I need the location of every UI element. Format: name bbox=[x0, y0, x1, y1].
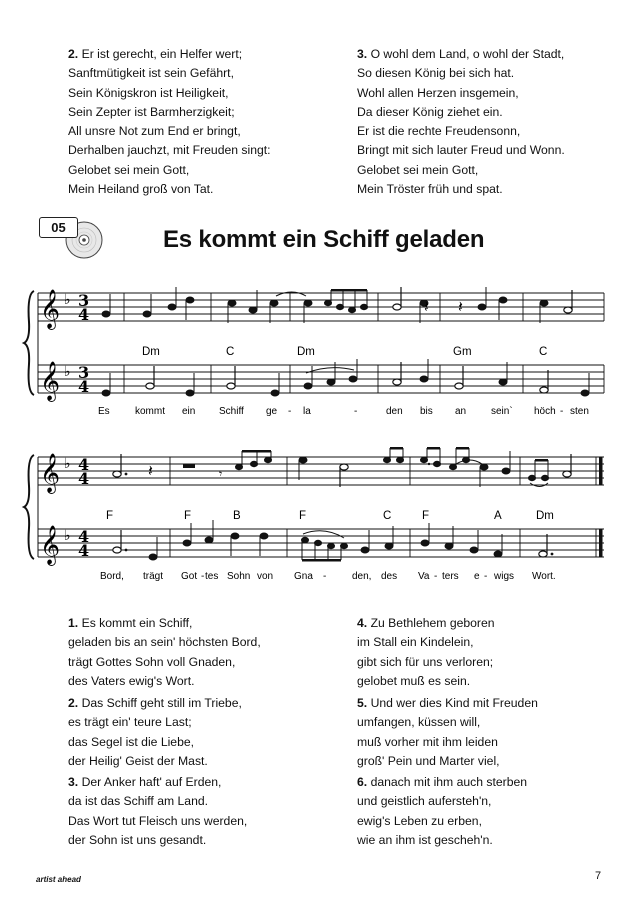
chord-label: Dm bbox=[536, 510, 554, 522]
svg-text:𝄽: 𝄽 bbox=[148, 461, 153, 480]
verse-line: Es kommt ein Schiff, bbox=[81, 616, 193, 630]
flat-icon: ♭ bbox=[64, 364, 71, 380]
verse-line: Sein Königskron ist Heiligkeit, bbox=[68, 85, 229, 100]
verse-4 bbox=[357, 614, 495, 691]
verse-line: groß' Pein und Marter viel, bbox=[357, 753, 500, 768]
lyric-syllable: - bbox=[288, 406, 292, 417]
chord-label: B bbox=[233, 510, 241, 522]
melody-notes bbox=[102, 287, 548, 323]
flat-icon: ♭ bbox=[64, 456, 71, 472]
verse-line: Da dieser König ziehet ein. bbox=[357, 104, 503, 119]
chord-label: F bbox=[106, 510, 114, 522]
verse-line: ewig's Leben zu erben, bbox=[357, 813, 482, 828]
verse-line: da ist das Schiff am Land. bbox=[68, 794, 209, 809]
verse-line: O wohl dem Land, o wohl der Stadt, bbox=[370, 47, 565, 61]
track-number-badge: 05 bbox=[39, 217, 78, 238]
svg-text:4: 4 bbox=[78, 305, 90, 324]
verse-line: muß vorher mit ihm leiden bbox=[357, 734, 498, 749]
accompaniment-notes bbox=[149, 520, 502, 562]
svg-text:4: 4 bbox=[78, 527, 90, 546]
lyric-syllable: ein bbox=[182, 406, 196, 417]
lyric-syllable: - bbox=[323, 571, 327, 582]
rest-icons bbox=[148, 461, 153, 480]
page-number: 7 bbox=[595, 870, 602, 882]
verse-line: Mein Heiland groß von Tat. bbox=[68, 182, 214, 197]
verse-line: danach mit ihm auch sterben bbox=[370, 775, 528, 789]
verse-line: Bringt mit sich lauter Freud und Wonn. bbox=[357, 143, 565, 158]
verse-line: Gelobet sei mein Gott, bbox=[68, 162, 190, 177]
verse-number: 6. bbox=[357, 775, 368, 789]
svg-text:3: 3 bbox=[78, 363, 90, 382]
time-signature-3-4 bbox=[78, 291, 89, 396]
verse-line: All unsre Not zum End er bringt, bbox=[68, 124, 241, 139]
verse-line: wie an ihm ist gescheh'n. bbox=[357, 832, 493, 847]
verse-line: Gelobet sei mein Gott, bbox=[357, 162, 479, 177]
verse-line: im Stall ein Kindelein, bbox=[357, 635, 474, 650]
lyric-syllable: Wort. bbox=[532, 571, 556, 582]
verse-line: der Heilig' Geist der Mast. bbox=[68, 753, 208, 768]
lyrics-line-2 bbox=[100, 571, 556, 582]
verse-line: umfangen, küssen will, bbox=[357, 715, 481, 730]
svg-text:𝄽: 𝄽 bbox=[424, 297, 429, 316]
chord-label: A bbox=[494, 510, 502, 522]
lyric-syllable: ters bbox=[442, 571, 459, 582]
publisher-logo: artist ahead bbox=[36, 875, 81, 884]
verse-line: Das Wort tut Fleisch uns werden, bbox=[68, 813, 248, 828]
lyric-syllable: - bbox=[354, 406, 358, 417]
verse-2 bbox=[68, 694, 242, 771]
verse-line: Mein Tröster früh und spat. bbox=[357, 182, 503, 197]
chord-symbols bbox=[106, 510, 554, 522]
verse-number: 5. bbox=[357, 696, 368, 710]
chord-symbols bbox=[142, 346, 547, 358]
verse-line: Er ist gerecht, ein Helfer wert; bbox=[81, 47, 243, 61]
song-title: Es kommt ein Schiff geladen bbox=[163, 226, 485, 253]
lyric-syllable: von bbox=[257, 571, 274, 582]
chord-label: F bbox=[299, 510, 307, 522]
verse-3 bbox=[68, 773, 247, 850]
flat-icon: ♭ bbox=[64, 528, 71, 544]
treble-clef-icon: 𝄞 bbox=[40, 453, 61, 493]
chord-label: C bbox=[539, 346, 548, 358]
verse-line: des Vaters ewig's Wort. bbox=[68, 673, 195, 688]
verse-line: gibt sich für uns verloren; bbox=[357, 654, 494, 669]
lyric-syllable: ge bbox=[266, 406, 278, 417]
verse-line: Sanftmütigkeit ist sein Gefährt, bbox=[68, 66, 234, 81]
lyric-syllable: kommt bbox=[135, 406, 165, 417]
lyric-syllable: sten bbox=[570, 406, 589, 417]
lyric-syllable: Sohn bbox=[227, 571, 251, 582]
verse-line: Und wer dies Kind mit Freuden bbox=[370, 696, 538, 710]
lyric-syllable: den bbox=[386, 406, 403, 417]
lyric-syllable: Schiff bbox=[219, 406, 244, 417]
lyric-syllable: an bbox=[455, 406, 467, 417]
verse-line: das Segel ist die Liebe, bbox=[68, 734, 195, 749]
lyric-syllable: Va bbox=[418, 571, 430, 582]
verse-1 bbox=[68, 614, 261, 691]
verse-line: gelobet muß es sein. bbox=[357, 673, 471, 688]
verse-number: 4. bbox=[357, 616, 368, 630]
verse-6 bbox=[357, 773, 527, 850]
score-system-1 bbox=[0, 282, 640, 422]
accompaniment-half-notes bbox=[146, 362, 548, 393]
lyric-syllable: Es bbox=[98, 406, 110, 417]
verse-line: Wohl allen Herzen insgemein, bbox=[357, 85, 519, 100]
lyric-syllable: den, bbox=[352, 571, 372, 582]
verse-line: und geistlich aufersteh'n, bbox=[357, 794, 492, 809]
lyric-syllable: tes bbox=[205, 571, 219, 582]
treble-clef-icon: 𝄞 bbox=[40, 289, 61, 329]
lyric-syllable: sein` bbox=[491, 406, 513, 417]
chord-label: F bbox=[422, 510, 430, 522]
lyric-syllable: e bbox=[474, 571, 480, 582]
verse-3-top bbox=[357, 45, 565, 199]
verse-line: trägt Gottes Sohn voll Gnaden, bbox=[68, 654, 236, 669]
lyric-syllable: trägt bbox=[143, 571, 164, 582]
svg-text:4: 4 bbox=[78, 455, 90, 474]
svg-text:4: 4 bbox=[78, 541, 90, 560]
lyric-syllable: Bord, bbox=[100, 571, 124, 582]
svg-text:𝄽: 𝄽 bbox=[458, 297, 463, 316]
chord-label: F bbox=[184, 510, 192, 522]
verse-number: 2. bbox=[68, 696, 79, 710]
chord-label: Dm bbox=[297, 346, 315, 358]
lyric-syllable: - bbox=[434, 571, 438, 582]
verse-number: 3. bbox=[357, 47, 368, 61]
lyric-syllable: Gna bbox=[294, 571, 313, 582]
lyric-syllable: - bbox=[560, 406, 564, 417]
verse-line: Derhalben jauchzt, mit Freuden singt: bbox=[68, 143, 271, 158]
verse-number: 1. bbox=[68, 616, 79, 630]
lyric-syllable: höch bbox=[534, 406, 556, 417]
flat-icon: ♭ bbox=[64, 292, 71, 308]
svg-text:3: 3 bbox=[78, 291, 90, 310]
verse-line: Der Anker haft' auf Erden, bbox=[81, 775, 222, 789]
verse-line: Zu Bethlehem geboren bbox=[370, 616, 495, 630]
svg-text:4: 4 bbox=[78, 377, 90, 396]
verse-line: geladen bis an sein' höchsten Bord, bbox=[68, 635, 261, 650]
staff-lines bbox=[38, 293, 604, 393]
chord-label: C bbox=[226, 346, 235, 358]
treble-clef-icon: 𝄞 bbox=[40, 361, 61, 401]
lyric-syllable: bis bbox=[420, 406, 433, 417]
verse-2-top bbox=[68, 45, 271, 199]
half-rest-icon bbox=[183, 464, 195, 468]
verse-5 bbox=[357, 694, 538, 771]
lyric-syllable: - bbox=[201, 571, 205, 582]
accompaniment-notes bbox=[102, 359, 589, 396]
svg-text:4: 4 bbox=[78, 469, 90, 488]
verse-line: Er ist die rechte Freudensonn, bbox=[357, 124, 521, 139]
lyric-syllable: - bbox=[484, 571, 488, 582]
verse-line: Sein Zepter ist Barmherzigkeit; bbox=[68, 104, 235, 119]
verse-line: es trägt ein' teure Last; bbox=[68, 715, 192, 730]
lyric-syllable: des bbox=[381, 571, 398, 582]
verse-number: 3. bbox=[68, 775, 79, 789]
lyric-syllable: wigs bbox=[494, 571, 515, 582]
score-system-2 bbox=[0, 446, 640, 586]
verse-line: der Sohn ist uns gesandt. bbox=[68, 832, 207, 847]
lyric-syllable: la bbox=[303, 406, 311, 417]
verse-number: 2. bbox=[68, 47, 79, 61]
chord-label: Dm bbox=[142, 346, 160, 358]
verse-line: So diesen König bei sich hat. bbox=[357, 66, 515, 81]
time-signature-4-4 bbox=[78, 455, 89, 560]
svg-text:𝄾: 𝄾 bbox=[219, 467, 223, 481]
chord-label: Gm bbox=[453, 346, 472, 358]
lyrics-line-1 bbox=[98, 405, 589, 417]
verse-line: Das Schiff geht still im Triebe, bbox=[81, 696, 242, 710]
lyric-syllable: Got bbox=[181, 571, 198, 582]
melody-notes bbox=[236, 447, 549, 487]
treble-clef-icon: 𝄞 bbox=[40, 525, 61, 565]
chord-label: C bbox=[383, 510, 392, 522]
barlines bbox=[170, 457, 596, 557]
